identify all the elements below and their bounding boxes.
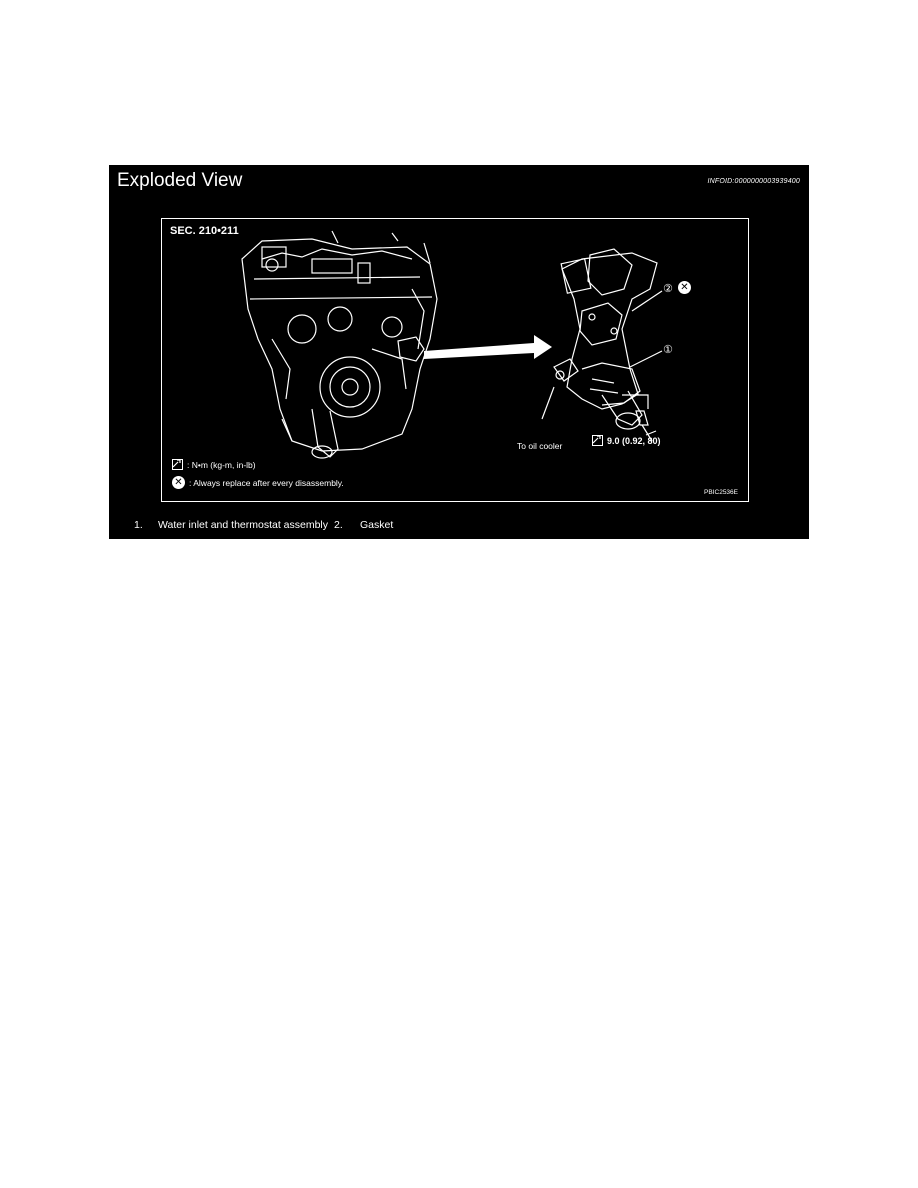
figure-code: PBIC2536E	[704, 489, 738, 496]
legend-replace	[172, 476, 344, 489]
legend-replace-text: : Always replace after every disassembly.	[189, 477, 344, 488]
legend-torque-text: : N•m (kg-m, in-lb)	[187, 459, 256, 470]
legend-torque	[172, 459, 256, 470]
parts-caption	[134, 519, 393, 531]
section-number: SEC. 210•211	[170, 225, 239, 237]
oil-cooler-label: To oil cooler	[517, 441, 563, 451]
exploded-view-figure	[161, 218, 749, 502]
info-id: INFOID:0000000003939400	[707, 178, 800, 185]
caption-item2-label: Gasket	[360, 519, 394, 531]
replace-callout-icon: ✕	[678, 281, 691, 294]
panel-title: Exploded View	[117, 170, 243, 191]
torque-wrench-icon	[172, 459, 183, 470]
torque-spec	[592, 435, 661, 446]
callout-part-1: ①	[663, 344, 673, 356]
caption-item2-number: 2.	[334, 519, 343, 531]
exploded-view-panel	[109, 165, 809, 539]
caption-item1-label: Water inlet and thermostat assembly	[158, 519, 329, 531]
callout-part-2: ②	[663, 283, 673, 295]
torque-value: 9.0 (0.92, 80)	[607, 435, 661, 446]
caption-item1-number: 1.	[134, 519, 143, 531]
torque-wrench-icon	[592, 435, 603, 446]
replace-x-icon: ✕	[172, 476, 185, 489]
